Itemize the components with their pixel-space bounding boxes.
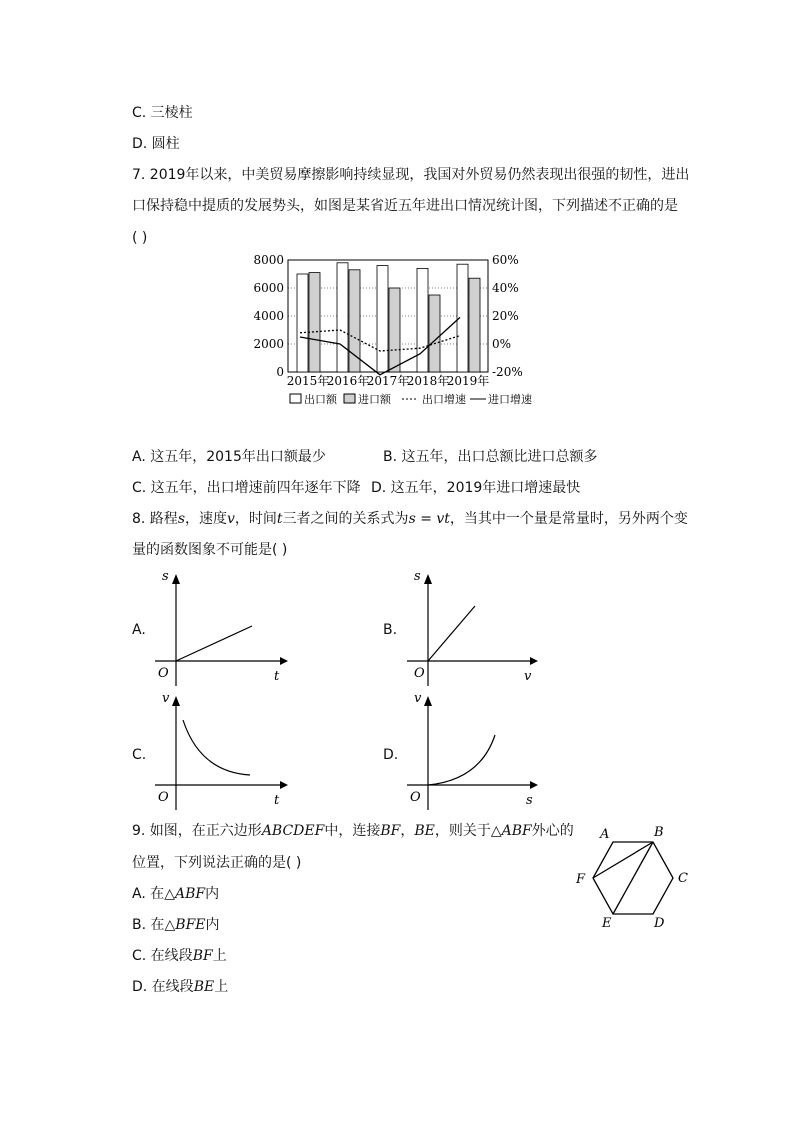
q7-stem-line1: 7. 2019年以来，中美贸易摩擦影响持续显现，我国对外贸易仍然表现出很强的韧性，进出: [132, 167, 690, 183]
bar-import: [309, 273, 320, 372]
legend-import-growth-label: 进口增速: [488, 393, 532, 406]
vertex-e-label: E: [602, 916, 612, 931]
bar-import: [349, 270, 360, 372]
legend-export-growth-label: 出口增速: [422, 393, 466, 406]
graph-d-x-label: s: [526, 793, 533, 808]
graph-d-origin: O: [410, 790, 421, 805]
bar-export: [377, 266, 388, 372]
graph-a: [150, 568, 290, 688]
q9-option-a: [132, 884, 219, 904]
graph-c-origin: O: [158, 790, 169, 805]
left-tick-label: 4000: [253, 309, 284, 323]
q9-text-a: 9. 如图，在正六边形: [132, 823, 262, 839]
vertex-c-label: C: [678, 871, 688, 886]
q9-opt-b-math: △BFE: [164, 917, 206, 933]
right-tick-label: 20%: [492, 309, 519, 323]
vertex-a-label: A: [600, 827, 610, 842]
q8-label-a: A.: [132, 622, 146, 638]
right-tick-label: 0%: [492, 337, 512, 351]
segment-bf: [593, 842, 653, 878]
legend-import-swatch: [344, 394, 355, 403]
vertex-f-label: F: [576, 872, 586, 887]
q9-text-b: 中，连接: [324, 823, 381, 839]
q9-opt-c-text: C. 在线段: [132, 948, 193, 964]
vertex-d-label: D: [654, 916, 665, 931]
q7-option-d: D. 这五年，2019年进口增速最快: [371, 480, 581, 496]
left-tick-label: 2000: [253, 337, 284, 351]
q9-segment-be: BE: [414, 823, 435, 839]
q7-stem-line2: 口保持稳中提质的发展势头，如图是某省近五年进出口情况统计图，下列描述不正确的是: [132, 198, 678, 214]
q8-text-d: 三者之间的关系式为: [282, 511, 409, 527]
q8-label-b: B.: [383, 622, 398, 638]
q9-sep: ，: [400, 823, 415, 839]
q9-opt-d-text: D. 在线段: [132, 979, 194, 995]
category-label: 2018年: [406, 374, 450, 388]
q8-text-b: ，速度: [185, 511, 227, 527]
chart-legend: [290, 391, 550, 407]
legend-export-swatch: [290, 394, 301, 403]
q8-formula: s = vt: [408, 511, 450, 527]
q9-opt-a-text: A. 在: [132, 886, 165, 902]
trade-chart: [250, 252, 550, 412]
q9-triangle: △ABF: [490, 823, 532, 839]
q8-var-t: t: [276, 511, 283, 527]
bar-import: [389, 288, 400, 372]
left-tick-label: 8000: [253, 253, 284, 267]
q7-option-a: A. 这五年，2015年出口额最少: [132, 449, 326, 465]
q6-option-c: C. 三棱柱: [132, 105, 193, 121]
q9-opt-c-math: BF: [192, 948, 213, 964]
q8-text-a: 8. 路程: [132, 511, 178, 527]
q9-opt-d-tail: 上: [214, 979, 229, 995]
right-tick-label: -20%: [492, 365, 523, 379]
graph-c-curve: [183, 720, 250, 775]
graph-a-y-label: s: [162, 569, 169, 584]
q8-text-e: ，当其中一个量是常量时，另外两个变: [449, 511, 688, 527]
bar-import: [429, 295, 440, 372]
q9-opt-b-tail: 内: [205, 917, 220, 933]
q8-label-c: C.: [132, 747, 147, 763]
graph-a-origin: O: [158, 666, 169, 681]
category-label: 2016年: [326, 374, 370, 388]
legend-import-label: 进口额: [358, 393, 391, 406]
right-tick-label: 40%: [492, 281, 519, 295]
q9-opt-a-math: △ABF: [164, 886, 206, 902]
graph-c-y-label: v: [162, 691, 170, 706]
right-tick-label: 60%: [492, 253, 519, 267]
graph-d-y-label: v: [414, 691, 422, 706]
bar-import: [469, 278, 480, 372]
q9-hexagon-name: ABCDEF: [261, 823, 325, 839]
category-label: 2015年: [286, 374, 330, 388]
q9-segment-bf: BF: [380, 823, 401, 839]
q9-option-c: [132, 946, 227, 966]
hexagon-figure: [570, 822, 700, 937]
graph-b-curve: [428, 606, 475, 661]
q8-text-c: ，时间: [234, 511, 277, 527]
graph-a-curve: [176, 626, 252, 661]
bar-export: [337, 263, 348, 372]
category-label: 2017年: [366, 374, 410, 388]
q8-stem-line2: 量的函数图象不可能是( ): [132, 542, 288, 558]
q8-label-d: D.: [383, 747, 399, 763]
q9-text-d: 外心的: [531, 823, 574, 839]
q9-opt-b-text: B. 在: [132, 917, 165, 933]
segment-be: [613, 842, 653, 914]
q7-option-b: B. 这五年，出口总额比进口总额多: [383, 449, 598, 465]
q6-option-d: D. 圆柱: [132, 136, 180, 152]
graph-c: [150, 690, 290, 810]
graph-d: [402, 690, 552, 810]
bar-export: [417, 268, 428, 372]
q9-option-d: [132, 977, 228, 997]
left-tick-label: 6000: [253, 281, 284, 295]
category-label: 2019年: [446, 374, 490, 388]
bar-export: [297, 274, 308, 372]
graph-c-x-label: t: [274, 793, 280, 808]
q9-text-c: ，则关于: [434, 823, 491, 839]
legend-export-label: 出口额: [304, 393, 337, 406]
q9-opt-d-math: BE: [193, 979, 215, 995]
q9-stem-line1: [132, 821, 574, 841]
q8-var-v: v: [227, 511, 235, 527]
q9-opt-c-tail: 上: [212, 948, 227, 964]
q8-var-s: s: [177, 511, 185, 527]
graph-d-curve: [428, 735, 495, 785]
q9-stem-line2: 位置，下列说法正确的是( ): [132, 855, 302, 871]
q7-option-c: C. 这五年，出口增速前四年逐年下降: [132, 480, 361, 496]
graph-b-y-label: s: [414, 569, 421, 584]
graph-b-origin: O: [414, 666, 425, 681]
left-tick-label: 0: [276, 365, 284, 379]
graph-b: [402, 568, 552, 688]
graph-b-x-label: v: [524, 669, 532, 684]
q7-answer-bracket: ( ): [132, 230, 148, 246]
q9-option-b: [132, 915, 220, 935]
graph-a-x-label: t: [274, 669, 280, 684]
vertex-b-label: B: [654, 825, 664, 840]
q9-opt-a-tail: 内: [205, 886, 220, 902]
q8-stem-line1: [132, 509, 688, 529]
